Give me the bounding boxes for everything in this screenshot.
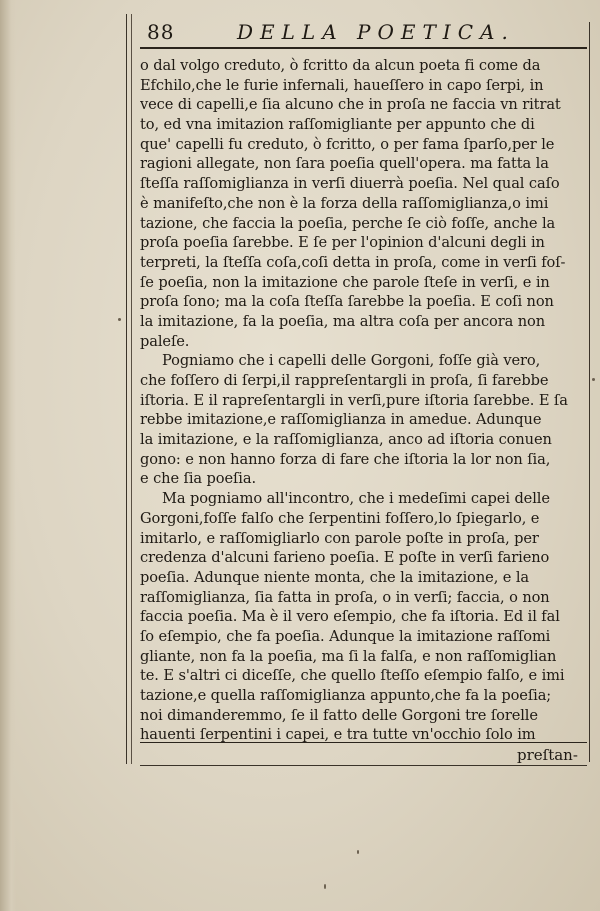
text-line: Gorgoni,foſſe falſo che ſerpentini foſſero,lo ſpiegarlo, e <box>140 509 540 527</box>
text-line: la imitazione, fa la poeſia, ma altra coſa per ancora non <box>140 312 546 330</box>
paper-speck <box>324 884 326 889</box>
left-frame-rule <box>126 14 127 764</box>
text-line: credenza d'alcuni farieno poeſia. E poſte in verſi farieno <box>140 549 550 567</box>
text-line: che foſſero di ſerpi,il rappreſentargli in proſa, ſi farebbe <box>140 372 549 389</box>
text-line: faccia poeſia. Ma è il vero eſempio, che fa iſtoria. Ed il fal <box>140 608 560 626</box>
text-line: terpreti, la ſteſſa coſa,coſi detta in proſa, come in verſi foſ- <box>140 253 566 271</box>
text-line: proſa poeſia ſarebbe. E ſe per l'opinion d'alcuni degli in <box>140 234 545 252</box>
text-line: Ma pogniamo all'incontro, che i medeſimi capei delle <box>162 490 550 508</box>
text-line: poeſia. Adunque niente monta, che la imitazione, e la <box>140 568 530 586</box>
page-number: 88 <box>147 20 175 44</box>
paper-speck <box>118 318 121 321</box>
text-line: proſa ſono; ma la coſa ſteſſa ſarebbe la poeſia. E coſi non <box>140 293 554 311</box>
page-spine-shadow <box>0 0 16 911</box>
text-line: e che ſia poeſia. <box>140 470 257 488</box>
text-line: imitarlo, e raſſomigliarlo con parole poſte in proſa, per <box>140 529 539 547</box>
text-line: to, ed vna imitazion raſſomigliante per appunto che di <box>140 116 535 134</box>
text-line: que' capelli fu creduto, ò fcritto, o per fama ſparſo,per le <box>140 135 555 153</box>
catchword-rule <box>140 765 587 766</box>
text-line: hauenti ſerpentini i capei, e tra tutte vn'occhio ſolo im_ <box>140 726 543 744</box>
text-line: ragioni allegate, non ſara poeſia quell'opera. ma fatta la <box>140 155 549 173</box>
text-line: iſtoria. E il rapreſentargli in verſi,pure iſtoria ſarebbe. E ſa <box>140 391 568 409</box>
text-line: noi dimanderemmo, ſe il fatto delle Gorgoni tre ſorelle <box>140 706 538 724</box>
right-frame-rule <box>589 22 590 762</box>
catchword: preſtan- <box>517 746 578 764</box>
text-line: ſteſſa raſſomiglianza in verſi diuerrà poeſia. Nel qual caſo <box>140 175 560 193</box>
text-line: te. E s'altri ci diceſſe, che quello ſteſſo eſempio falſo, e imi <box>140 667 565 685</box>
text-line: ſo eſempio, che fa poeſia. Adunque la imitazione raſſomi <box>140 627 551 645</box>
text-line: ſe poeſia, non la imitazione che parole ſteſe in verſi, e in <box>140 273 550 291</box>
text-line: gono: e non hanno forza di fare che iſtoria la lor non ſia, <box>140 450 551 468</box>
text-line: la imitazione, e la raſſomiglianza, anco ad iſtoria conuen <box>140 431 552 449</box>
text-line: Pogniamo che i capelli delle Gorgoni, foſſe già vero, <box>162 352 541 370</box>
running-title: DELLA POETICA. <box>237 20 515 44</box>
header-rule <box>140 47 587 49</box>
text-line: tazione,e quella raſſomiglianza appunto,che fa la poeſia; <box>140 687 552 704</box>
text-line: gliante, non fa la poeſia, ma ſi la falſa, e non raſſomiglian <box>140 647 557 665</box>
text-line: paleſe. <box>140 332 190 350</box>
footer-rule <box>140 742 587 743</box>
text-line: Efchilo,che le furie infernali, haueſſero in capo ſerpi, in <box>140 76 544 94</box>
text-line: rebbe imitazione,e raſſomiglianza in amedue. Adunque <box>140 411 542 429</box>
paper-speck <box>357 850 359 854</box>
page-header <box>147 20 587 46</box>
left-frame-rule-inner <box>131 14 132 764</box>
text-line: vece di capelli,e ſia alcuno che in proſa ne faccia vn ritrat <box>140 96 561 114</box>
paper-speck <box>592 378 595 381</box>
body-text <box>140 56 585 745</box>
text-line: o dal volgo creduto, ò fcritto da alcun poeta fi come da <box>140 57 541 74</box>
text-line: è manifeſto,che non è la forza della raſſomiglianza,o imi <box>140 194 549 212</box>
text-line: raſſomiglianza, ſia fatta in proſa, o in verſi; faccia, o non <box>140 588 550 606</box>
text-line: tazione, che faccia la poeſia, perche ſe ciò foſſe, anche la <box>140 214 556 232</box>
